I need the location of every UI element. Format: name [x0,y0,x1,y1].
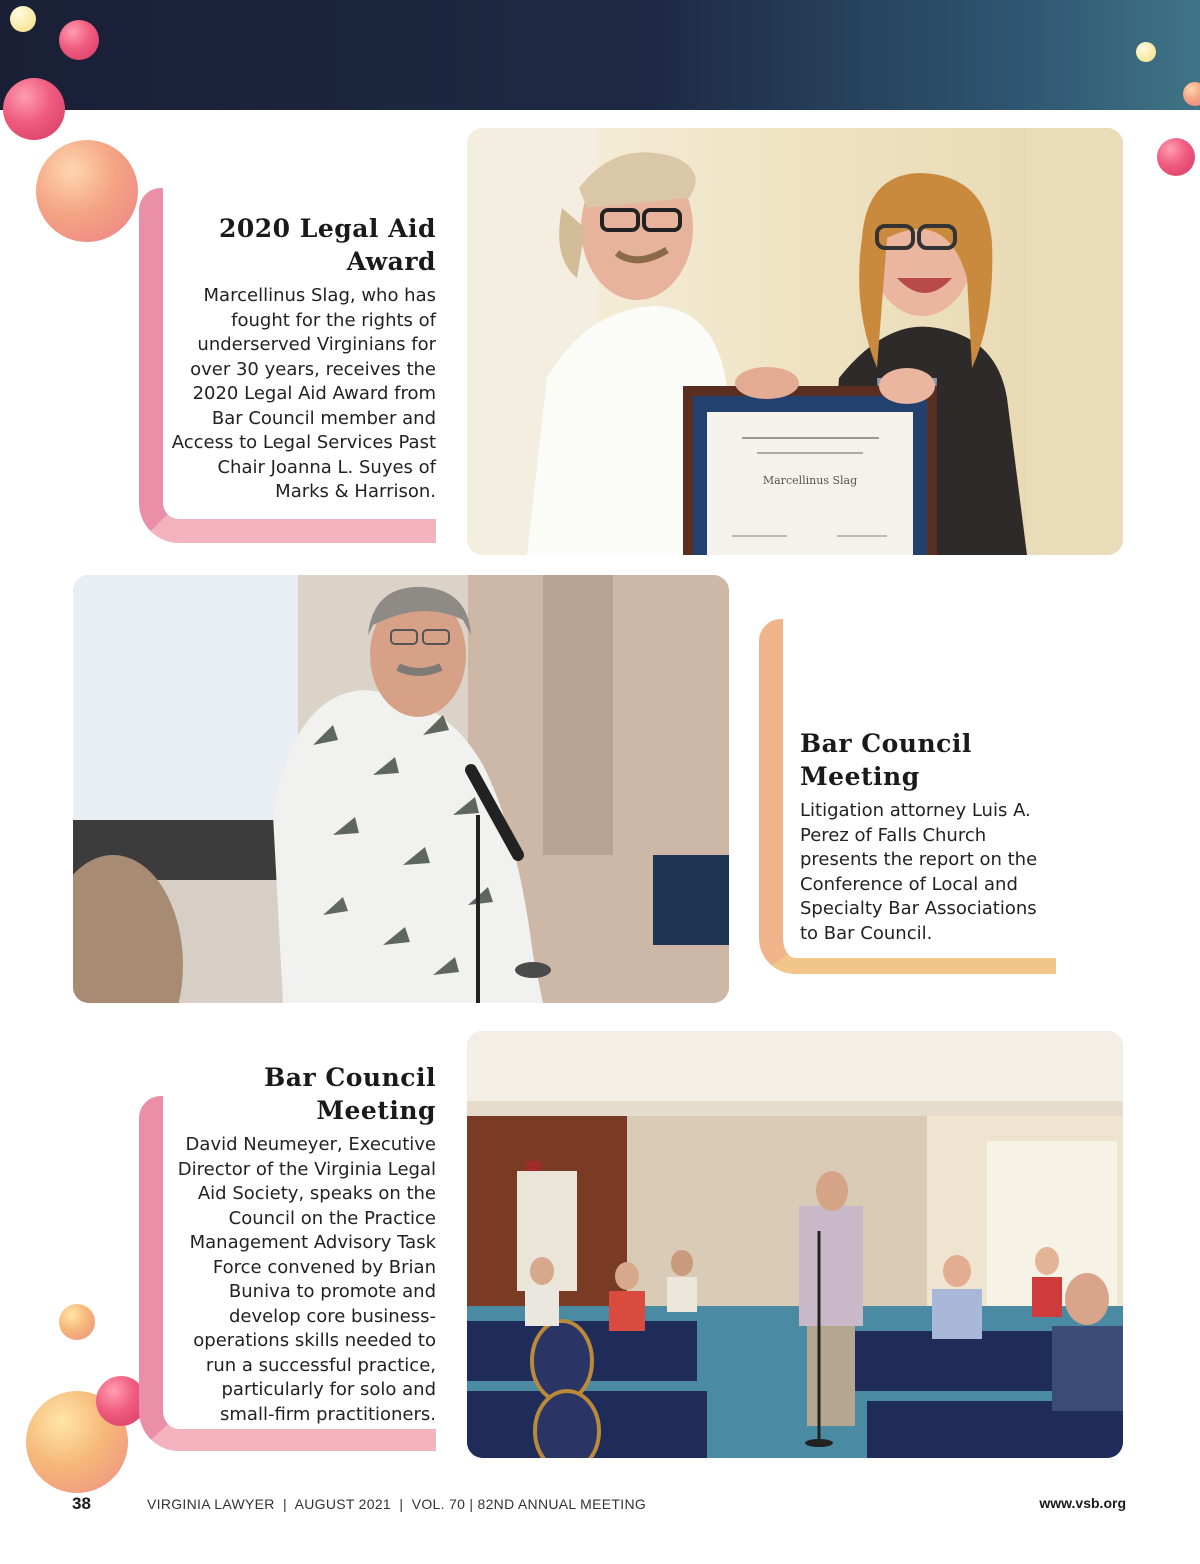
decorative-bubble [36,140,138,242]
caption-legal-aid-award [168,212,436,505]
meeting-room-photo-illustration [467,1031,1123,1458]
page-number: 38 [72,1494,91,1513]
header-band [0,0,1200,110]
caption-title: Bar Council Meeting [800,729,972,791]
caption-bar-council-neumeyer [168,1061,436,1427]
caption-body: Marcellinus Slag, who has fought for the rights of underserved Virginians for over 30 years, receives the 2020 Legal Aid Award from Bar Council member and Access to Legal Services Past Chair Joanna L. Suyes of Marks & Harrison. [171,285,436,502]
decorative-bubble [3,78,65,140]
speaker-photo-illustration [73,575,729,1003]
caption-bar-council-perez [800,727,1050,946]
decorative-bubble [1136,42,1156,62]
page-footer [0,1494,1200,1516]
decorative-bubble [59,1304,95,1340]
website-link[interactable]: www.vsb.org [1039,1495,1126,1511]
decorative-bubble [59,20,99,60]
decorative-bubble [1183,82,1200,106]
award-photo-illustration [467,128,1123,555]
caption-body: Litigation attorney Luis A. Perez of Falls Church presents the report on the Conference of Local and Specialty Bar Associations to Bar Council. [800,800,1038,944]
decorative-bubble [1157,138,1195,176]
publication-info: VIRGINIA LAWYER | AUGUST 2021 | VOL. 70 | 82ND ANNUAL MEETING [147,1496,647,1512]
certificate-name: Marcellinus Slag [762,474,858,487]
decorative-bubble [10,6,36,32]
speaker-photo [73,575,729,1003]
meeting-room-photo [467,1031,1123,1458]
caption-title: Bar Council Meeting [264,1063,436,1125]
award-photo [467,128,1123,555]
caption-body: David Neumeyer, Executive Director of the Virginia Legal Aid Society, speaks on the Council on the Practice Management Advisory Task Force convened by Brian Buniva to promote and develop core business-operations skills needed to run a successful practice, particularly for solo and small-firm practitioners. [177,1134,436,1425]
caption-title: 2020 Legal Aid Award [218,214,436,276]
